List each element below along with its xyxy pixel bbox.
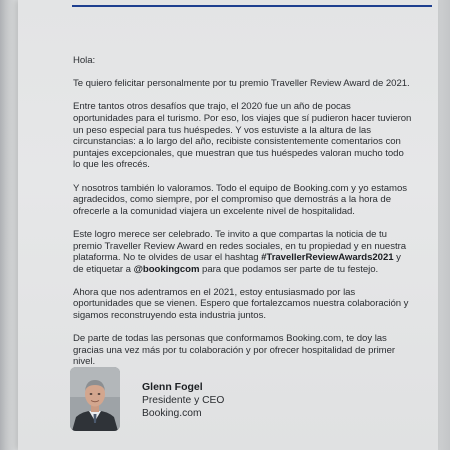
paragraph-award: Te quiero felicitar personalmente por tu premio Traveller Review Award de 2021. (73, 78, 410, 90)
paragraph-thanks: De parte de todas las personas que conformamos Booking.com, te doy las gracias una vez más por tu colaboración y por ofrecer hospitalidad de primer nivel. (73, 333, 396, 368)
closing (73, 380, 413, 392)
signer-name: Glenn Fogel (142, 381, 203, 393)
celebrate-text-middle: y de etiquetar a (73, 252, 401, 275)
hashtag: #TravellerReviewAwards2021 (261, 252, 394, 264)
signature-block (142, 381, 224, 420)
signer-title: Presidente y CEO (142, 395, 225, 406)
portrait-photo-icon (70, 367, 120, 431)
paragraph-gratitude: Y nosotros también lo valoramos. Todo el equipo de Booking.com y yo estamos agradecidos, como siempre, por el compromiso que demostrás a la hora de ofrecerle a la comunidad viajera un excelente nivel de hospitalidad. (73, 182, 407, 217)
celebrate-text-end: para que podamos ser parte de tu festejo. (199, 263, 379, 275)
paragraph-challenges: Entre tantos otros desafíos que trajo, el 2020 fue un año de pocas oportunidades para el turismo. Por eso, los viajes que sí pudieron hacer tuvieron un peso especial para tus huéspedes. Y vos estuviste a la altura de las circunstancias: a lo largo del año, recibiste consistentemente comentarios con puntajes excepcionales, que muestran que tus huéspedes valoran mucho todo lo que les ofrecés. (73, 101, 412, 171)
social-handle: @bookingcom (133, 263, 200, 275)
header-rule (72, 5, 432, 7)
paragraph-future: Ahora que nos adentramos en el 2021, estoy entusiasmado por las oportunidades que se vienen. Espero que fortalezcamos nuestra colaboración y sigamos reconstruyendo esta industria juntos. (73, 286, 409, 322)
paragraph-celebrate (73, 229, 413, 275)
signer-company: Booking.com (142, 408, 202, 419)
greeting: Hola: (73, 55, 96, 66)
letter-body (73, 55, 413, 403)
celebrate-text-start: Este logro merece ser celebrado. Te invito a que compartas la noticia de tu premio Traveller Review Award en redes sociales, en tu propiedad y en nuestra plataforma. No te olvides de usar el hashtag (73, 228, 407, 264)
